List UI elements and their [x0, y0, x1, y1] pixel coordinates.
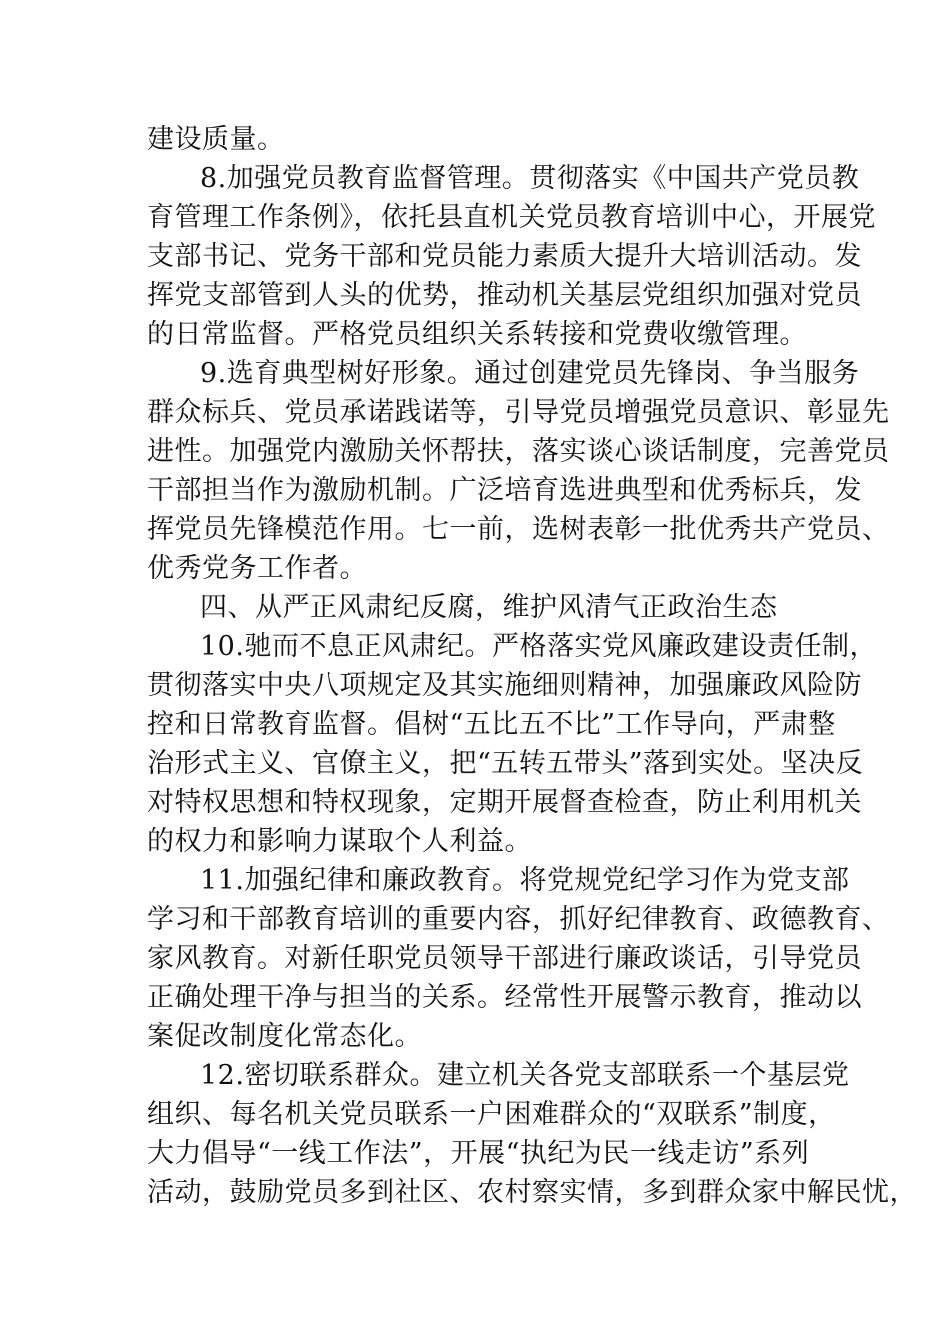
body-text-line: 贯彻落实中央八项规定及其实施细则精神，加强廉政风险防: [147, 670, 862, 701]
paragraph-first-line: 11.加强纪律和廉政教育。将党规党纪学习作为党支部: [200, 865, 850, 896]
body-text-line: 群众标兵、党员承诺践诺等，引导党员增强党员意识、彰显先: [147, 397, 890, 428]
body-text-line: 对特权思想和特权现象，定期开展督查检查，防止利用机关: [147, 787, 862, 818]
body-text-line: 育管理工作条例》，依托县直机关党员教育培训中心，开展党: [147, 202, 876, 233]
body-text-line: 活动，鼓励党员多到社区、农村察实情，多到群众家中解民忧，: [147, 1177, 917, 1208]
body-text-line: 的权力和影响力谋取个人利益。: [147, 826, 532, 857]
body-text-line: 挥党支部管到人头的优势，推动机关基层党组织加强对党员: [147, 280, 862, 311]
body-text-line: 干部担当作为激励机制。广泛培育选进典型和优秀标兵，发: [147, 475, 862, 506]
body-text-line: 进性。加强党内激励关怀帮扶，落实谈心谈话制度，完善党员: [147, 436, 890, 467]
body-text-line: 案促改制度化常态化。: [147, 1021, 422, 1052]
body-text-line: 的日常监督。严格党员组织关系转接和党费收缴管理。: [147, 319, 807, 350]
body-text-line: 优秀党务工作者。: [147, 553, 367, 584]
body-text-line: 治形式主义、官僚主义，把“五转五带头”落到实处。坚决反: [147, 748, 864, 779]
body-text-line: 挥党员先锋模范作用。七一前，选树表彰一批优秀共产党员、: [147, 514, 890, 545]
body-text-line: 建设质量。: [147, 124, 285, 155]
body-text-line: 家风教育。对新任职党员领导干部进行廉政谈话，引导党员: [147, 943, 862, 974]
paragraph-first-line: 8.加强党员教育监督管理。贯彻落实《中国共产党员教: [200, 163, 860, 194]
body-text-line: 组织、每名机关党员联系一户困难群众的“双联系”制度，: [147, 1099, 836, 1130]
body-text-line: 学习和干部教育培训的重要内容，抓好纪律教育、政德教育、: [147, 904, 890, 935]
body-text-line: 大力倡导“一线工作法”，开展“执纪为民一线走访”系列: [147, 1138, 810, 1169]
paragraph-first-line: 10.驰而不息正风肃纪。严格落实党风廉政建设责任制，: [200, 631, 877, 662]
section-heading: 四、从严正风肃纪反腐，维护风清气正政治生态: [200, 592, 778, 623]
body-text-line: 控和日常教育监督。倡树“五比五不比”工作导向，严肃整: [147, 709, 836, 740]
paragraph-first-line: 12.密切联系群众。建立机关各党支部联系一个基层党: [200, 1060, 850, 1091]
body-text-line: 正确处理干净与担当的关系。经常性开展警示教育，推动以: [147, 982, 862, 1013]
body-text-line: 支部书记、党务干部和党员能力素质大提升大培训活动。发: [147, 241, 862, 272]
paragraph-first-line: 9.选育典型树好形象。通过创建党员先锋岗、争当服务: [200, 358, 860, 389]
